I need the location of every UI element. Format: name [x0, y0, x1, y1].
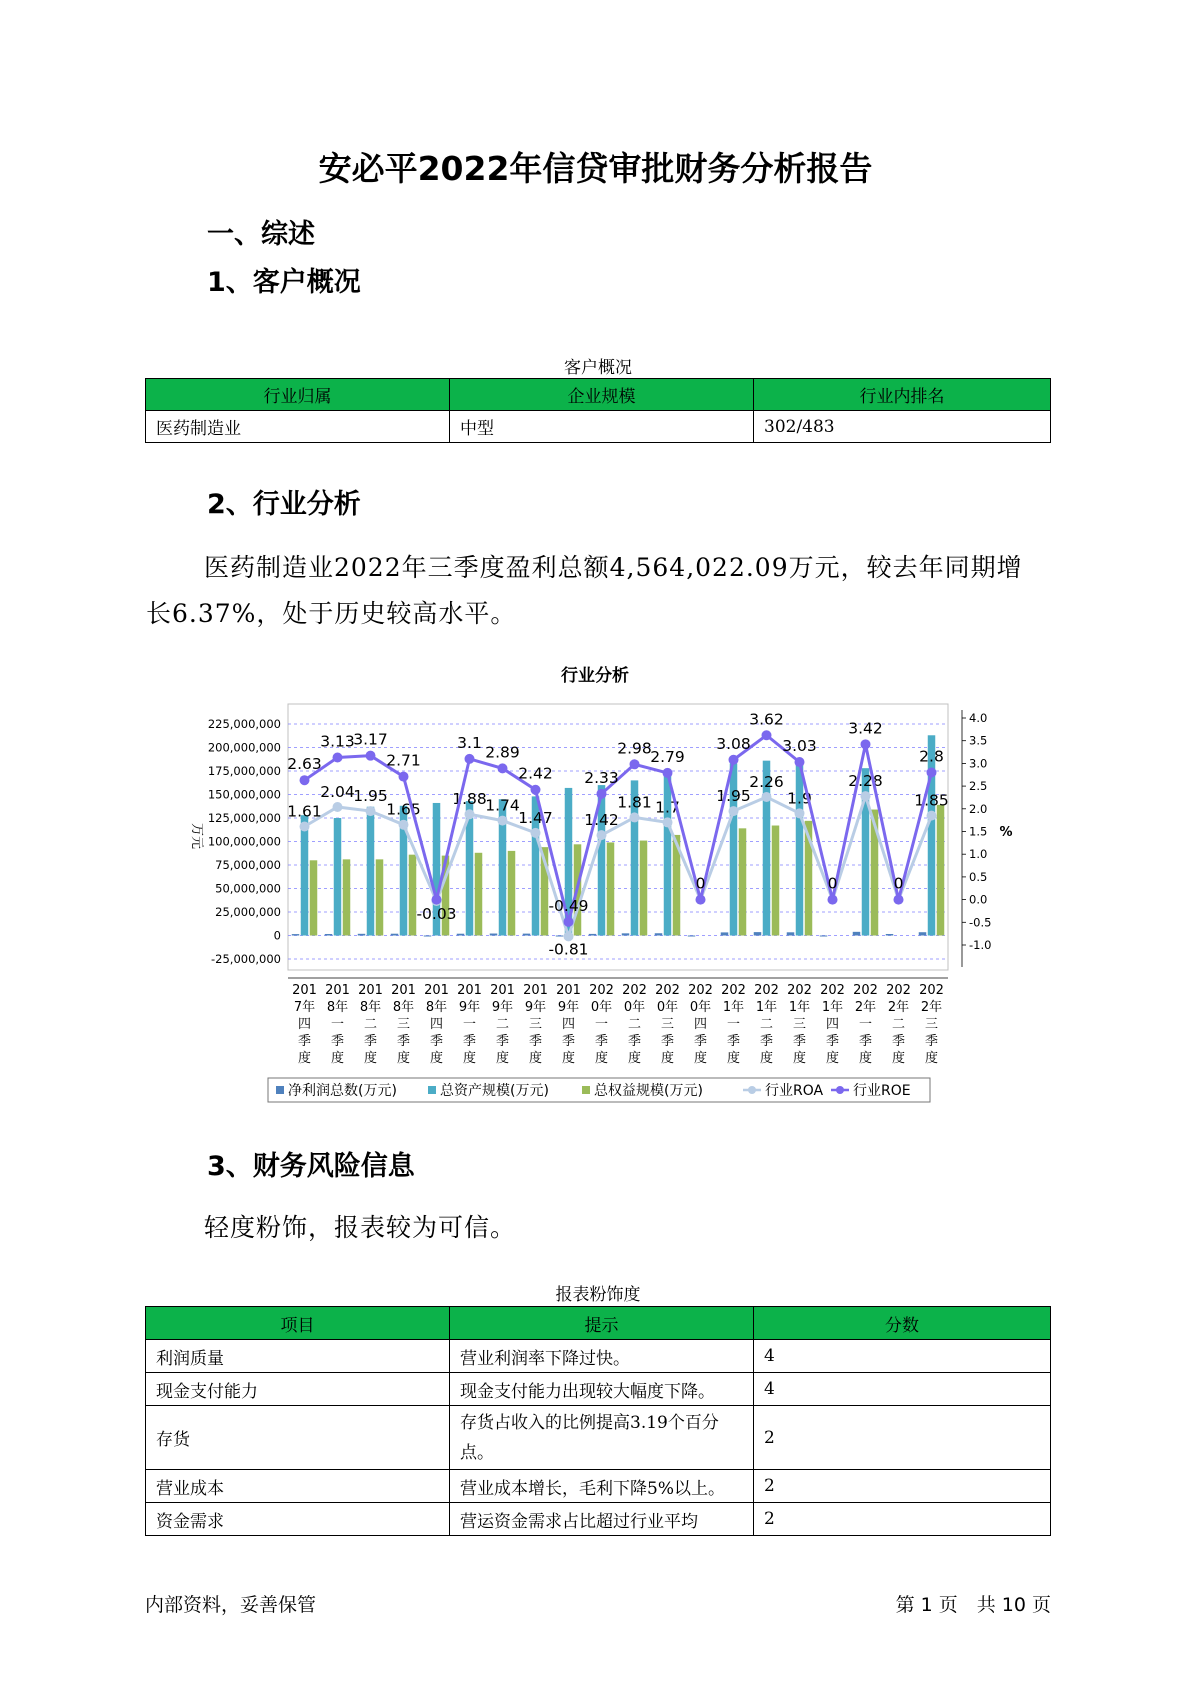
data-label: 0: [893, 874, 904, 893]
data-point: [465, 754, 475, 764]
data-point: [498, 816, 508, 826]
bar: [664, 771, 672, 936]
y2-tick-label: 3.0: [969, 756, 988, 771]
data-label: 2.8: [919, 747, 944, 766]
data-point: [432, 895, 442, 905]
data-label: 1.85: [914, 791, 949, 810]
data-label: 0: [827, 874, 838, 893]
data-point: [795, 757, 805, 767]
y-tick-label: 175,000,000: [207, 764, 281, 778]
legend-label: 总权益规模(万元): [594, 1083, 703, 1099]
bar: [292, 934, 300, 935]
risk-col-hint: 提示: [450, 1307, 754, 1340]
data-point: [333, 752, 343, 762]
customer-col-industry: 行业归属: [146, 379, 450, 411]
data-point: [531, 828, 541, 838]
x-tick-label: 201 7年四季度: [292, 983, 317, 1066]
data-point: [366, 751, 376, 761]
data-label: 1.88: [452, 790, 487, 809]
risk-table-caption: 报表粉饰度: [555, 1285, 641, 1305]
table-row: [146, 1470, 1051, 1503]
x-tick-label: 201 8年二季度: [358, 983, 383, 1066]
section-heading-customer: 1、客户概况: [207, 267, 361, 298]
data-point: [927, 767, 937, 777]
risk-item: 资金需求: [146, 1503, 450, 1536]
bar: [886, 934, 894, 936]
data-point: [300, 775, 310, 785]
bar: [343, 859, 351, 935]
y2-tick-label: 4.0: [969, 711, 988, 725]
data-point: [894, 895, 904, 905]
y2-tick-label: 0.0: [969, 892, 988, 907]
risk-paragraph: 轻度粉饰，报表较为可信。: [204, 1213, 517, 1242]
bar: [325, 934, 333, 936]
bar: [754, 932, 762, 935]
customer-table-caption: 客户概况: [564, 358, 632, 378]
bar: [523, 934, 531, 936]
data-point: [663, 768, 673, 778]
bar: [688, 936, 696, 937]
y2-tick-label: 2.5: [969, 779, 988, 794]
x-tick-label: 202 1年三季度: [787, 983, 812, 1066]
risk-item: 存货: [146, 1406, 450, 1470]
industry-paragraph-line2: 长6.37%，处于历史较高水平。: [146, 599, 517, 628]
bar: [721, 932, 729, 935]
bar: [556, 936, 564, 937]
y-tick-label: 50,000,000: [215, 881, 281, 896]
risk-hint: 存货占收入的比例提高3.19个百分点。: [450, 1406, 754, 1470]
bar: [772, 826, 780, 936]
x-tick-label: 201 9年四季度: [556, 983, 581, 1066]
legend-label: 净利润总数(万元): [288, 1083, 397, 1099]
x-tick-label: 202 2年三季度: [919, 983, 944, 1066]
bar: [508, 851, 516, 936]
risk-hint: 营运资金需求占比超过行业平均: [450, 1503, 754, 1536]
data-point: [597, 830, 607, 840]
customer-rank-value: 302/483: [754, 411, 1051, 443]
bar: [655, 933, 663, 935]
industry-paragraph-line1: 医药制造业2022年三季度盈利总额4,564,022.09万元，较去年同期增: [204, 553, 1023, 582]
data-label: 3.13: [320, 732, 355, 751]
risk-item: 现金支付能力: [146, 1373, 450, 1406]
data-point: [630, 812, 640, 822]
y-tick-label: 25,000,000: [215, 905, 281, 919]
bar: [358, 934, 366, 936]
bar: [739, 828, 747, 935]
customer-col-size: 企业规模: [450, 379, 754, 411]
y2-tick-label: 3.5: [969, 733, 988, 748]
legend-label: 总资产规模(万元): [440, 1083, 549, 1099]
data-label: 3.1: [457, 733, 482, 752]
data-label: 3.08: [716, 734, 751, 753]
x-tick-label: 202 1年四季度: [820, 983, 845, 1066]
y2-tick-label: -0.5: [969, 915, 992, 930]
data-label: 1.42: [584, 811, 619, 830]
footer-page-number: 第 1 页 共 10 页: [895, 1594, 1051, 1616]
data-label: 1.61: [287, 802, 322, 821]
data-label: 1.95: [716, 787, 751, 806]
data-label: 2.28: [848, 772, 883, 791]
x-tick-label: 202 0年四季度: [688, 983, 713, 1066]
data-point: [927, 811, 937, 821]
data-point: [399, 772, 409, 782]
data-point: [762, 730, 772, 740]
section-heading-risk: 3、财务风险信息: [207, 1151, 415, 1182]
bar: [409, 855, 417, 936]
bar: [853, 932, 861, 936]
legend-swatch: [836, 1086, 844, 1094]
bar: [475, 853, 483, 936]
risk-hint: 营业成本增长，毛利下降5%以上。: [450, 1470, 754, 1503]
data-label: 2.04: [320, 782, 355, 801]
risk-hint: 现金支付能力出现较大幅度下降。: [450, 1373, 754, 1406]
bar: [622, 933, 630, 935]
data-label: 2.71: [386, 751, 421, 770]
section-heading-overview: 一、综述: [207, 219, 315, 250]
data-label: 2.63: [287, 755, 322, 774]
y2-tick-label: 1.0: [969, 847, 988, 862]
data-label: 3.42: [848, 719, 883, 738]
x-tick-label: 201 9年二季度: [490, 983, 515, 1066]
data-label: 1.7: [655, 798, 680, 817]
legend-swatch: [276, 1086, 284, 1094]
y-tick-label: 200,000,000: [207, 740, 281, 755]
risk-score: 4: [754, 1340, 1051, 1373]
y2-tick-label: -1.0: [969, 938, 992, 952]
customer-size-value: 中型: [450, 411, 754, 443]
footer-confidential: 内部资料，妥善保管: [145, 1594, 317, 1616]
risk-score: 2: [754, 1406, 1051, 1470]
bar: [820, 936, 828, 937]
data-point: [498, 763, 508, 773]
bar: [424, 936, 432, 937]
bar: [310, 860, 318, 935]
x-tick-label: 201 8年三季度: [391, 983, 416, 1066]
risk-col-item: 项目: [146, 1307, 450, 1340]
x-tick-label: 202 0年一季度: [589, 983, 614, 1066]
data-point: [465, 809, 475, 819]
bar: [391, 934, 399, 936]
risk-col-score: 分数: [754, 1307, 1051, 1340]
data-point: [630, 759, 640, 769]
section-heading-industry: 2、行业分析: [207, 489, 361, 520]
x-tick-label: 202 2年一季度: [853, 983, 878, 1066]
data-point: [729, 755, 739, 765]
data-point: [564, 917, 574, 927]
data-label: -0.81: [548, 940, 589, 959]
table-row: [146, 1340, 1051, 1373]
data-point: [333, 802, 343, 812]
risk-item: 利润质量: [146, 1340, 450, 1373]
risk-score: 2: [754, 1503, 1051, 1536]
data-label: 1.74: [485, 796, 520, 815]
x-tick-label: 201 8年一季度: [325, 983, 350, 1066]
x-tick-label: 202 0年二季度: [622, 983, 647, 1066]
data-point: [696, 895, 706, 905]
data-label: 2.98: [617, 739, 652, 758]
data-label: 3.62: [749, 710, 784, 729]
y2-tick-label: 1.5: [969, 824, 988, 839]
x-tick-label: 202 2年二季度: [886, 983, 911, 1066]
x-tick-label: 201 8年四季度: [424, 983, 449, 1066]
chart-title: 行业分析: [561, 666, 629, 686]
data-label: 2.42: [518, 764, 553, 783]
data-point: [861, 739, 871, 749]
data-point: [399, 820, 409, 830]
data-label: 1.81: [617, 793, 652, 812]
y-tick-label: -25,000,000: [211, 952, 281, 966]
customer-col-rank: 行业内排名: [754, 379, 1051, 411]
data-point: [762, 792, 772, 802]
y-axis-label: 万元: [189, 822, 204, 850]
legend-label: 行业ROA: [765, 1083, 824, 1099]
y-tick-label: 225,000,000: [207, 717, 281, 731]
x-tick-label: 202 0年三季度: [655, 983, 680, 1066]
risk-score: 4: [754, 1373, 1051, 1406]
data-label: 1.9: [787, 789, 812, 808]
data-point: [300, 822, 310, 832]
bar: [589, 934, 597, 936]
data-label: 3.03: [782, 737, 817, 756]
risk-score: 2: [754, 1470, 1051, 1503]
data-point: [531, 785, 541, 795]
data-point: [729, 806, 739, 816]
data-point: [366, 806, 376, 816]
data-point: [861, 791, 871, 801]
bar: [640, 841, 648, 936]
data-label: -0.03: [416, 904, 457, 923]
customer-industry-value: 医药制造业: [146, 411, 450, 443]
data-label: 2.79: [650, 747, 685, 766]
x-tick-label: 201 9年三季度: [523, 983, 548, 1066]
data-point: [597, 789, 607, 799]
y2-axis-label: %: [999, 825, 1013, 840]
data-point: [663, 817, 673, 827]
data-point: [828, 895, 838, 905]
data-label: -0.49: [548, 896, 589, 915]
bar: [937, 805, 945, 936]
report-title: 安必平2022年信贷审批财务分析报告: [318, 149, 873, 188]
table-row: [146, 1406, 1051, 1470]
bar: [787, 932, 795, 935]
x-tick-label: 202 1年二季度: [754, 983, 779, 1066]
table-row: [146, 1373, 1051, 1406]
risk-table: [145, 1306, 1051, 1536]
x-tick-label: 201 9年一季度: [457, 983, 482, 1066]
legend-label: 行业ROE: [853, 1083, 911, 1099]
data-label: 1.95: [353, 787, 388, 806]
risk-item: 营业成本: [146, 1470, 450, 1503]
y-tick-label: 125,000,000: [207, 811, 281, 825]
y2-tick-label: 0.5: [969, 869, 988, 884]
data-label: 2.89: [485, 743, 520, 762]
y-tick-label: 150,000,000: [207, 787, 281, 802]
legend-swatch: [582, 1086, 590, 1094]
y-tick-label: 0: [273, 928, 281, 943]
data-label: 1.65: [386, 800, 421, 819]
bar: [607, 842, 615, 935]
risk-hint: 营业利润率下降过快。: [450, 1340, 754, 1373]
x-tick-label: 202 1年一季度: [721, 983, 746, 1066]
y2-tick-label: 2.0: [969, 801, 988, 816]
data-label: 1.47: [518, 808, 553, 827]
bar: [457, 934, 465, 936]
data-label: 2.33: [584, 768, 619, 787]
data-label: 2.26: [749, 772, 784, 791]
data-point: [795, 808, 805, 818]
bar: [334, 818, 342, 936]
y-tick-label: 100,000,000: [207, 834, 281, 849]
table-row: [146, 1503, 1051, 1536]
bar: [490, 934, 498, 936]
bar: [367, 807, 375, 936]
data-label: 3.17: [353, 730, 388, 749]
data-label: 0: [695, 874, 706, 893]
bar: [301, 815, 309, 935]
legend-swatch: [748, 1086, 756, 1094]
bar: [919, 932, 927, 935]
y-tick-label: 75,000,000: [215, 858, 281, 872]
legend-swatch: [428, 1086, 436, 1094]
bar: [376, 859, 384, 935]
